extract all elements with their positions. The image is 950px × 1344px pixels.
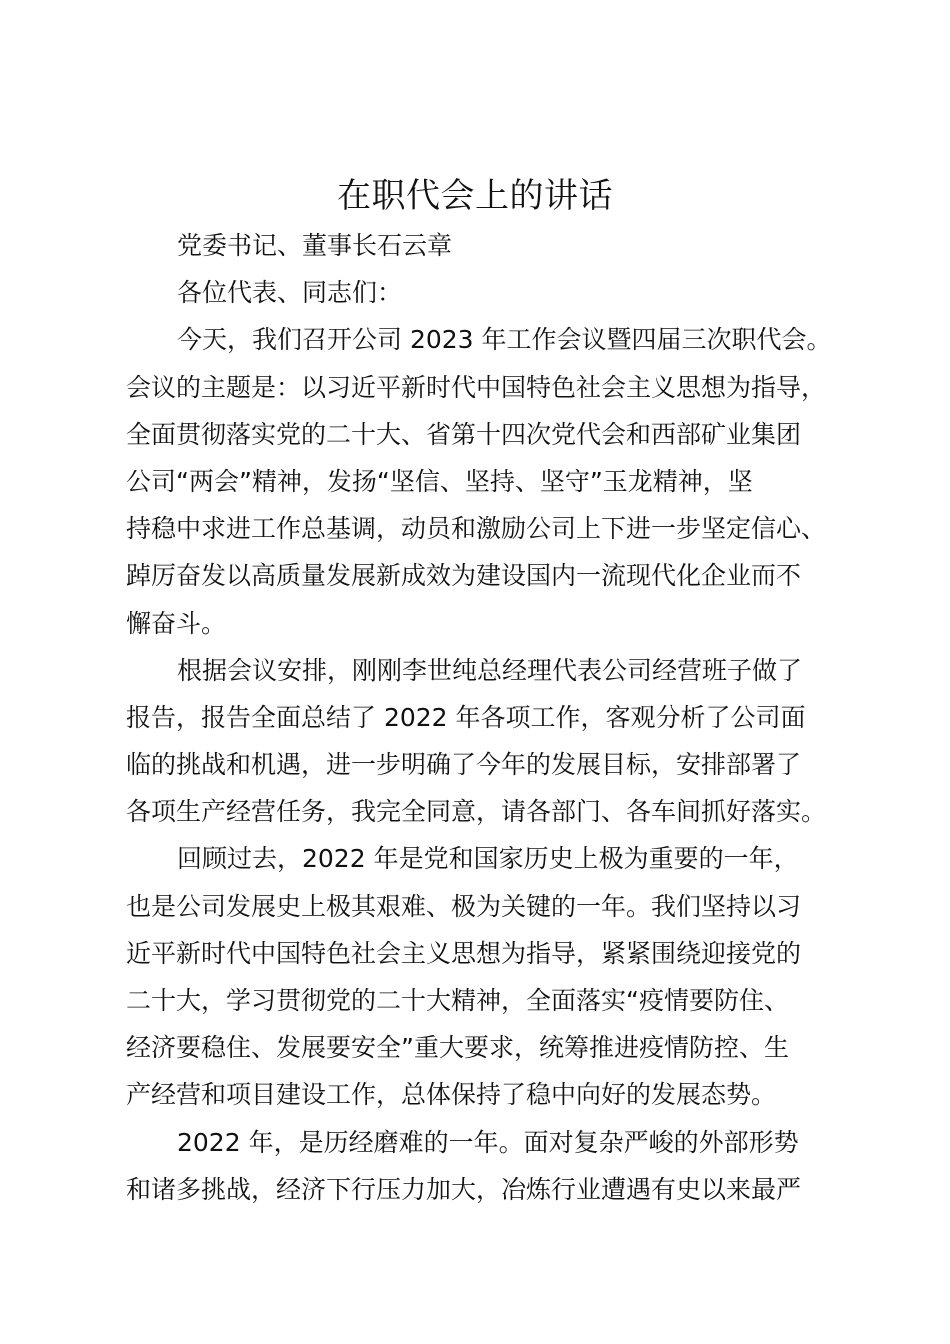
text-line: 二十大，学习贯彻党的二十大精神，全面落实“疫情要防住、 [126,986,789,1015]
text-line: 公司“两会”精神，发扬“坚信、坚持、坚守”玉龙精神，坚 [126,466,753,496]
text-line: 报告，报告全面总结了 2022 年各项工作，客观分析了公司面 [126,702,806,732]
text-line: 党委书记、董事长石云章 [177,231,453,260]
text-line: 各项生产经营任务，我完全同意，请各部门、各车间抓好落实。 [126,797,827,827]
text-line: 产经营和项目建设工作，总体保持了稳中向好的发展态势。 [126,1080,777,1110]
text-line: 持稳中求进工作总基调，动员和激励公司上下进一步坚定信心、 [126,514,827,544]
text-line: 懈奋斗。 [126,608,227,638]
text-line: 各位代表、同志们： [177,278,403,308]
text-line: 根据会议安排，刚刚李世纯总经理代表公司经营班子做了 [177,655,803,685]
text-line: 会议的主题是：以习近平新时代中国特色社会主义思想为指导， [126,372,827,402]
document-title: 在职代会上的讲话 [337,176,613,216]
text-line: 踔厉奋发以高质量发展新成效为建设国内一流现代化企业而不 [126,561,802,591]
text-line: 和诸多挑战，经济下行压力加大，冶炼行业遭遇有史以来最严 [126,1174,802,1204]
text-line: 回顾过去，2022 年是党和国家历史上极为重要的一年， [177,844,799,874]
text-line: 全面贯彻落实党的二十大、省第十四次党代会和西部矿业集团 [126,419,802,449]
document-body [126,222,846,1213]
text-line: 近平新时代中国特色社会主义思想为指导，紧紧围绕迎接党的 [126,938,802,968]
text-line: 也是公司发展史上极其艰难、极为关键的一年。我们坚持以习 [126,891,802,921]
text-line: 经济要稳住、发展要安全”重大要求，统筹推进疫情防控、生 [126,1033,789,1063]
text-line: 2022 年，是历经磨难的一年。面对复杂严峻的外部形势 [177,1127,799,1157]
text-line: 今天，我们召开公司 2023 年工作会议暨四届三次职代会。 [177,325,832,355]
text-line: 临的挑战和机遇，进一步明确了今年的发展目标，安排部署了 [126,750,802,780]
